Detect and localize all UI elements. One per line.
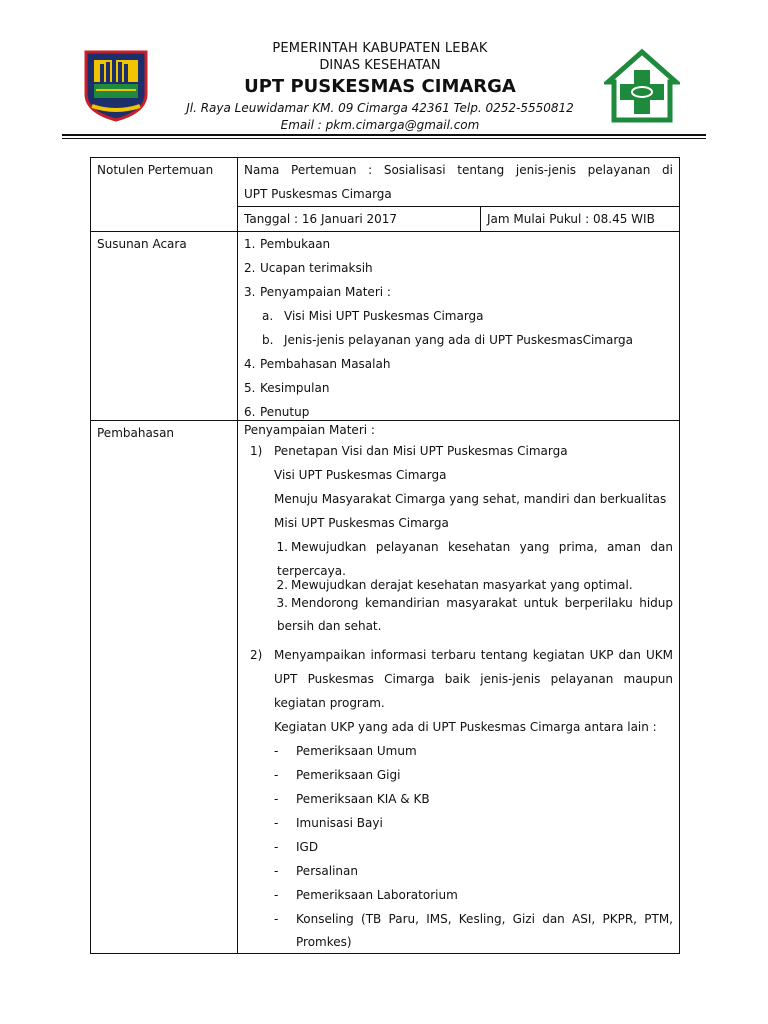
department-name: DINAS KESEHATAN: [319, 58, 441, 73]
agenda-list: [238, 232, 680, 421]
discussion-heading: Penyampaian Materi :: [244, 423, 375, 437]
discussion-content: [238, 421, 680, 954]
misi-label: Misi UPT Puskesmas Cimarga: [274, 516, 449, 530]
institution-title: UPT PUSKESMAS CIMARGA: [244, 76, 516, 97]
list-item: 5. Kesimpulan: [244, 381, 330, 395]
meeting-date: Tanggal : 16 Januari 2017: [238, 207, 481, 232]
point-1: 1) Penetapan Visi dan Misi UPT Puskesmas Cimarga: [250, 444, 568, 458]
visi-text: Menuju Masyarakat Cimarga yang sehat, mandiri dan berkualitas: [274, 492, 667, 506]
list-item: 3. Mendorong kemandirian masyarakat untuk berperilaku hidup bersih dan sehat.: [276, 596, 673, 633]
list-item: - Pemeriksaan Laboratorium: [274, 888, 458, 902]
meeting-name-line1: Nama Pertemuan : Sosialisasi tentang jenis-jenis pelayanan di: [244, 163, 673, 177]
list-item: - IGD: [274, 840, 319, 854]
label-notulen: Notulen Pertemuan: [91, 158, 238, 232]
ukp-intro: Kegiatan UKP yang ada di UPT Puskesmas Cimarga antara lain :: [274, 720, 657, 734]
list-item: a. Visi Misi UPT Puskesmas Cimarga: [262, 309, 484, 323]
letterhead: [0, 0, 768, 140]
list-item: 6. Penutup: [244, 405, 310, 419]
puskesmas-cross-house-logo: [604, 48, 680, 124]
minutes-table: [90, 157, 680, 954]
visi-label: Visi UPT Puskesmas Cimarga: [274, 468, 447, 482]
lebak-regency-emblem: [82, 50, 150, 122]
table-row: [91, 232, 680, 421]
list-item: 2. Ucapan terimaksih: [244, 261, 373, 275]
address: Jl. Raya Leuwidamar KM. 09 Cimarga 42361 Telp. 0252-5550812: [186, 101, 574, 115]
list-item: - Pemeriksaan Umum: [274, 744, 417, 758]
email: Email : pkm.cimarga@gmail.com: [280, 118, 480, 132]
government-name: PEMERINTAH KABUPATEN LEBAK: [272, 41, 488, 56]
letterhead-rule-thin: [62, 138, 706, 139]
list-item: - Pemeriksaan Gigi: [274, 768, 401, 782]
label-agenda: Susunan Acara: [91, 232, 238, 421]
list-item: - Persalinan: [274, 864, 358, 878]
point-2: 2) Menyampaikan informasi terbaru tentang kegiatan UKP dan UKM UPT Puskesmas Cimarga baik jenis-jenis pelayanan maupun kegiatan program. Kegiatan UKP yang ada di UPT Puskesmas Cimarga antara lain :: [244, 643, 673, 739]
meeting-name-line2: UPT Puskesmas Cimarga: [244, 187, 392, 201]
list-item: b. Jenis-jenis pelayanan yang ada di UPT PuskesmasCimarga: [262, 333, 634, 347]
list-item: 1. Mewujudkan pelayanan kesehatan yang prima, aman dan terpercaya.: [276, 540, 673, 578]
list-item: - Konseling (TB Paru, IMS, Kesling, Gizi dan ASI, PKPR, PTM, Promkes): [274, 912, 673, 949]
misi-list: [244, 535, 673, 639]
list-item: 2. Mewujudkan derajat kesehatan masyarkat yang optimal.: [276, 578, 633, 592]
letterhead-rule-thick: [62, 134, 706, 136]
list-item: - Pemeriksaan KIA & KB: [274, 792, 430, 806]
list-item: 4. Pembahasan Masalah: [244, 357, 391, 371]
table-row: [91, 421, 680, 954]
table-row: [91, 158, 680, 207]
meeting-start-time: Jam Mulai Pukul : 08.45 WIB: [481, 207, 680, 232]
list-item: - Imunisasi Bayi: [274, 816, 383, 830]
label-discussion: Pembahasan: [91, 421, 238, 954]
list-item: 3. Penyampaian Materi :: [244, 285, 391, 299]
list-item: 1. Pembukaan: [244, 237, 331, 251]
meeting-name: [238, 158, 680, 207]
